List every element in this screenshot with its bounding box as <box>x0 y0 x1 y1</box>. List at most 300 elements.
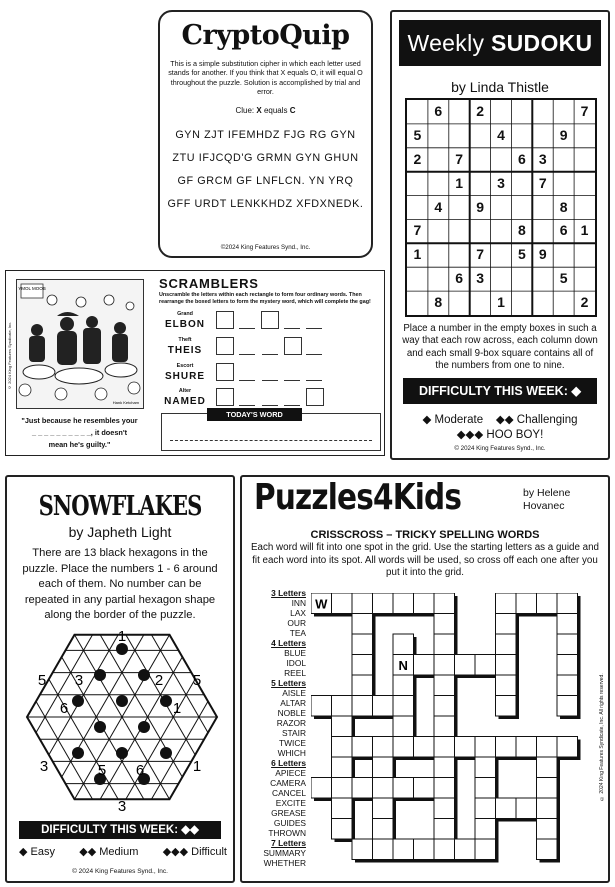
sudoku-empty-cell[interactable] <box>407 291 428 315</box>
black-hexagon <box>116 695 128 707</box>
clue-cipher: X <box>256 106 262 116</box>
word-list-item[interactable]: WHETHER <box>263 858 306 868</box>
sudoku-given-cell: 2 <box>413 150 422 167</box>
word-list-item[interactable]: EXCITE <box>275 798 306 808</box>
given-number: 2 <box>154 672 164 689</box>
crisscross-cell[interactable] <box>352 839 373 860</box>
sudoku-byline: by Linda Thistle <box>451 79 549 95</box>
word-group-heading: 7 Letters <box>271 838 306 848</box>
puzzles4kids-byline: by Helene Hovanec <box>523 487 571 512</box>
crisscross-cell[interactable] <box>414 655 435 676</box>
word-list-item[interactable]: NOBLE <box>277 708 306 718</box>
sudoku-empty-cell[interactable] <box>491 219 512 243</box>
crisscross-cell[interactable] <box>311 778 332 799</box>
scramble-word: SHURE <box>164 371 205 382</box>
sudoku-empty-cell[interactable] <box>407 100 428 124</box>
answer-blank[interactable] <box>306 328 322 329</box>
crisscross-cell[interactable] <box>352 655 373 676</box>
sudoku-panel <box>390 10 610 460</box>
crisscross-cell[interactable] <box>434 819 455 840</box>
crisscross-cell[interactable] <box>496 614 517 635</box>
crisscross-cell[interactable] <box>414 778 435 799</box>
word-list-item[interactable]: APIECE <box>275 768 306 778</box>
crisscross-cell[interactable] <box>332 798 353 819</box>
sudoku-given-cell: 1 <box>413 246 422 263</box>
black-hexagon <box>138 669 150 681</box>
answer-blank[interactable] <box>262 405 278 406</box>
snowflakes-copyright: © 2024 King Features Synd., Inc. <box>72 868 168 875</box>
crisscross-cell[interactable] <box>434 716 455 737</box>
crisscross-cell[interactable] <box>496 634 517 655</box>
crisscross-cell[interactable] <box>496 675 517 696</box>
answer-blank[interactable] <box>306 354 322 355</box>
word-group-heading: 6 Letters <box>271 758 306 768</box>
puzzles4kids-panel <box>240 475 610 883</box>
todays-word-box[interactable] <box>161 410 381 451</box>
word-list-item[interactable]: OUR <box>287 618 306 628</box>
crisscross-cell[interactable] <box>434 839 455 860</box>
caption-line-2: _ _ _ _ _ _ _ _ _ _, it doesn't <box>31 428 128 437</box>
sudoku-difficulty: DIFFICULTY THIS WEEK: ◆ <box>403 378 597 404</box>
scramble-hint: Alter <box>178 388 192 394</box>
word-list-item[interactable]: TWICE <box>279 738 306 748</box>
given-number: 6 <box>59 700 69 717</box>
crisscross-cell[interactable] <box>475 655 496 676</box>
answer-blank[interactable] <box>262 380 278 381</box>
crisscross-cell[interactable] <box>475 819 496 840</box>
word-list-item[interactable]: AISLE <box>282 688 306 698</box>
crisscross-cell[interactable] <box>352 778 373 799</box>
legend-challenging: ◆◆ Challenging <box>495 414 578 426</box>
scramble-hint: Escort <box>176 363 194 369</box>
scramblers-title: SCRAMBLERS <box>159 276 259 291</box>
answer-box[interactable] <box>216 311 234 329</box>
word-list-item[interactable]: ALTAR <box>280 698 306 708</box>
crisscross-cell[interactable] <box>373 778 394 799</box>
sudoku-empty-cell[interactable] <box>470 124 491 148</box>
sudoku-empty-cell[interactable] <box>553 172 574 196</box>
crisscross-cell[interactable] <box>414 737 435 758</box>
crisscross-cell[interactable] <box>332 819 353 840</box>
black-hexagon <box>94 721 106 733</box>
answer-blank[interactable] <box>306 380 322 381</box>
sudoku-empty-cell[interactable] <box>428 267 449 291</box>
given-number: 5 <box>97 762 107 779</box>
crisscross-cell[interactable] <box>537 819 558 840</box>
crisscross-cell[interactable] <box>557 675 578 696</box>
crisscross-cell[interactable] <box>475 778 496 799</box>
snowflakes-instructions: There are 13 black hexagons in the puzzle. Place the numbers 1 - 6 around each of them. No number can be repeated in any partial hexagon shape along the border of the puzzle. <box>22 547 218 621</box>
given-number: 5 <box>37 672 47 689</box>
word-list-item[interactable]: TEA <box>289 628 306 638</box>
sudoku-empty-cell[interactable] <box>407 196 428 220</box>
sudoku-empty-cell[interactable] <box>428 148 449 172</box>
crisscross-cell[interactable] <box>332 757 353 778</box>
crisscross-cell[interactable] <box>475 737 496 758</box>
snowflakes-difficulty: DIFFICULTY THIS WEEK: ◆◆ <box>19 821 221 839</box>
sudoku-empty-cell[interactable] <box>532 124 553 148</box>
sudoku-given-cell: 7 <box>538 174 547 191</box>
word-list-item[interactable]: LAX <box>290 608 306 618</box>
sudoku-given-cell: 5 <box>517 246 526 263</box>
todays-word-label: TODAY'S WORD <box>207 408 302 421</box>
given-number: 1 <box>117 628 127 645</box>
sudoku-given-cell: 6 <box>517 150 526 167</box>
caption-line-3: mean he's guilty." <box>48 440 111 449</box>
crisscross-cell[interactable] <box>393 716 414 737</box>
legend-moderate: ◆ Moderate <box>422 414 484 426</box>
word-list-item[interactable]: IDOL <box>286 658 306 668</box>
todays-word-blanks[interactable] <box>170 440 372 441</box>
crisscross-cell[interactable] <box>373 593 394 614</box>
crisscross-cell[interactable] <box>455 839 476 860</box>
sudoku-given-cell: 7 <box>413 222 422 239</box>
sudoku-empty-cell[interactable] <box>428 219 449 243</box>
sudoku-empty-cell[interactable] <box>532 100 553 124</box>
crisscross-cell[interactable] <box>393 778 414 799</box>
sudoku-empty-cell[interactable] <box>532 291 553 315</box>
crisscross-cell[interactable] <box>455 737 476 758</box>
crisscross-cell[interactable] <box>557 737 578 758</box>
cartoon-caption <box>12 415 147 451</box>
sudoku-given-cell: 6 <box>559 222 568 239</box>
answer-box[interactable] <box>216 363 234 381</box>
sudoku-empty-cell[interactable] <box>574 196 595 220</box>
crisscross-cell[interactable] <box>393 634 414 655</box>
sudoku-empty-cell[interactable] <box>532 196 553 220</box>
sudoku-given-cell: 3 <box>476 270 484 287</box>
given-number: 1 <box>172 700 182 717</box>
sudoku-banner-plain: Weekly <box>407 30 485 56</box>
sudoku-given-cell: 6 <box>455 270 464 287</box>
crisscross-cell[interactable] <box>373 839 394 860</box>
sudoku-empty-cell[interactable] <box>449 291 470 315</box>
crisscross-cell[interactable] <box>373 696 394 717</box>
crisscross-subtitle: CRISSCROSS – TRICKY SPELLING WORDS <box>310 529 540 541</box>
scramblers-panel <box>5 270 385 456</box>
given-number: 3 <box>74 672 84 689</box>
crisscross-grid <box>311 593 591 879</box>
sudoku-empty-cell[interactable] <box>491 243 512 267</box>
sudoku-empty-cell[interactable] <box>449 124 470 148</box>
sudoku-empty-cell[interactable] <box>470 172 491 196</box>
scramblers-intro: Unscramble the letters within each rectangle to form four ordinary words. Then rearrange the boxed letters to form the mystery word, which will complete the gag! <box>159 292 371 305</box>
word-list-item[interactable]: SUMMARY <box>263 848 306 858</box>
answer-blank[interactable] <box>239 380 255 381</box>
word-list-item[interactable]: BLUE <box>284 648 306 658</box>
sudoku-empty-cell[interactable] <box>511 267 532 291</box>
word-list-item[interactable]: RAZOR <box>276 718 306 728</box>
sudoku-empty-cell[interactable] <box>574 267 595 291</box>
crisscross-cell[interactable] <box>557 696 578 717</box>
crisscross-cell[interactable] <box>516 593 537 614</box>
crisscross-cell[interactable] <box>393 737 414 758</box>
crisscross-cell[interactable] <box>496 655 517 676</box>
crisscross-cell[interactable] <box>434 696 455 717</box>
black-hexagon <box>72 747 84 759</box>
legend-easy: ◆ Easy <box>19 846 55 858</box>
black-hexagon <box>160 747 172 759</box>
word-list-item[interactable]: STAIR <box>281 728 306 738</box>
crisscross-cell[interactable] <box>434 675 455 696</box>
cryptoquip-copyright: ©2024 King Features Synd., Inc. <box>220 244 311 251</box>
crisscross-cell[interactable] <box>393 839 414 860</box>
crisscross-cell[interactable] <box>475 839 496 860</box>
given-number: 5 <box>192 672 202 689</box>
crisscross-cell[interactable] <box>557 634 578 655</box>
starter-letter: N <box>398 658 408 673</box>
cartoon-sign: YMOL MOOB <box>18 286 46 291</box>
sudoku-empty-cell[interactable] <box>491 196 512 220</box>
sudoku-copyright: © 2024 King Features Synd., Inc. <box>454 445 546 452</box>
word-list-item[interactable]: WHICH <box>277 748 306 758</box>
crisscross-cell[interactable] <box>352 593 373 614</box>
sudoku-given-cell: 3 <box>497 174 505 191</box>
sudoku-given-cell: 7 <box>580 103 589 119</box>
word-list-item[interactable]: CANCEL <box>272 788 306 798</box>
answer-box[interactable] <box>261 311 279 329</box>
answer-box[interactable] <box>216 337 234 355</box>
cryptoquip-intro: This is a simple substitution cipher in which each letter used stands for another. If you think that X equals O, it will equal O throughout the puzzle. Solution is accomplished by trial and error. <box>168 59 363 96</box>
sudoku-given-cell: 5 <box>413 126 422 143</box>
answer-blank[interactable] <box>284 328 300 329</box>
crisscross-cell[interactable] <box>352 675 373 696</box>
sudoku-given-cell: 1 <box>497 294 505 311</box>
crisscross-cell[interactable] <box>332 716 353 737</box>
snowflakes-byline: by Japheth Light <box>68 524 172 540</box>
scramble-word: THEIS <box>167 345 203 356</box>
answer-box[interactable] <box>216 388 234 406</box>
sudoku-empty-cell[interactable] <box>511 196 532 220</box>
crisscross-cell[interactable] <box>434 737 455 758</box>
crisscross-cell[interactable] <box>352 634 373 655</box>
sudoku-empty-cell[interactable] <box>511 100 532 124</box>
word-list-item[interactable]: CAMERA <box>270 778 306 788</box>
sudoku-empty-cell[interactable] <box>407 267 428 291</box>
sudoku-given-cell: 8 <box>559 198 568 215</box>
sudoku-banner <box>399 20 601 66</box>
answer-blank[interactable] <box>239 328 255 329</box>
sudoku-empty-cell[interactable] <box>470 219 491 243</box>
word-group-heading: 3 Letters <box>271 588 306 598</box>
sudoku-empty-cell[interactable] <box>574 243 595 267</box>
given-number: 3 <box>117 798 127 815</box>
crisscross-cell[interactable] <box>332 778 353 799</box>
sudoku-empty-cell[interactable] <box>449 196 470 220</box>
sudoku-empty-cell[interactable] <box>553 243 574 267</box>
crisscross-cell[interactable] <box>414 593 435 614</box>
cartoon-signature: Hank Ketcham <box>112 400 139 405</box>
crisscross-cell[interactable] <box>557 655 578 676</box>
sudoku-given-cell: 9 <box>559 126 568 143</box>
snowflakes-legend <box>19 845 227 858</box>
crisscross-cell[interactable] <box>393 593 414 614</box>
given-number: 3 <box>39 758 49 775</box>
sudoku-banner-bold: SUDOKU <box>491 30 593 56</box>
crisscross-cell[interactable] <box>332 696 353 717</box>
clue-plain: C <box>289 106 296 116</box>
crisscross-cell[interactable] <box>475 798 496 819</box>
sudoku-empty-cell[interactable] <box>553 100 574 124</box>
cipher-line: ZTU IFJCQD'G GRMN GYN GHUN <box>172 152 359 165</box>
sudoku-given-cell: 4 <box>497 126 505 143</box>
snowflakes-title: SNOWFLAKES <box>38 491 202 522</box>
answer-box[interactable] <box>306 388 324 406</box>
sudoku-empty-cell[interactable] <box>553 291 574 315</box>
sudoku-given-cell: 2 <box>476 103 484 119</box>
sudoku-given-cell: 4 <box>434 198 443 215</box>
clue-label: Clue: <box>235 106 255 116</box>
crisscross-cell[interactable] <box>537 778 558 799</box>
cipher-line: GFF URDT LENKKHDZ XFDXNEDK. <box>167 198 364 211</box>
cartoon-image <box>16 279 144 409</box>
caption-line-1: "Just because he resembles your <box>21 416 138 425</box>
sudoku-empty-cell[interactable] <box>553 148 574 172</box>
sudoku-given-cell: 1 <box>455 174 464 191</box>
sudoku-legend-hooboy: ◆◆◆ HOO BOY! <box>456 429 544 441</box>
crisscross-cell[interactable] <box>557 593 578 614</box>
scramble-hint: Grand <box>177 311 193 317</box>
cipher-line: GF GRCM GF LNFLCN. YN YRQ <box>177 175 354 188</box>
cipher-line: GYN ZJT IFEMHDZ FJG RG GYN <box>175 129 356 142</box>
black-hexagon <box>116 747 128 759</box>
crisscross-cell[interactable] <box>516 798 537 819</box>
answer-blank[interactable] <box>284 380 300 381</box>
sudoku-given-cell: 9 <box>538 246 547 263</box>
crisscross-cell[interactable] <box>434 634 455 655</box>
crisscross-cell[interactable] <box>414 839 435 860</box>
answer-blank[interactable] <box>262 354 278 355</box>
sudoku-empty-cell[interactable] <box>428 243 449 267</box>
sudoku-given-cell: 8 <box>517 222 526 239</box>
crisscross-cell[interactable] <box>496 737 517 758</box>
sudoku-empty-cell[interactable] <box>470 148 491 172</box>
given-number: 6 <box>135 762 145 779</box>
word-list-item[interactable]: THROWN <box>268 828 306 838</box>
crisscross-cell[interactable] <box>475 757 496 778</box>
cryptoquip-title: CryptoQuip <box>181 20 350 51</box>
sudoku-legend-row <box>392 412 608 426</box>
crisscross-cell[interactable] <box>455 655 476 676</box>
starter-letter: W <box>315 596 328 612</box>
sudoku-empty-cell[interactable] <box>449 243 470 267</box>
crisscross-cell[interactable] <box>393 696 414 717</box>
sudoku-empty-cell[interactable] <box>449 219 470 243</box>
word-list-item[interactable]: INN <box>291 598 306 608</box>
sudoku-empty-cell[interactable] <box>491 148 512 172</box>
word-list <box>252 588 306 868</box>
crisscross-cell[interactable] <box>373 737 394 758</box>
answer-blank[interactable] <box>239 405 255 406</box>
black-hexagon <box>160 695 172 707</box>
crisscross-cell[interactable] <box>332 737 353 758</box>
sudoku-empty-cell[interactable] <box>574 148 595 172</box>
sudoku-given-cell: 9 <box>476 198 484 215</box>
answer-box[interactable] <box>284 337 302 355</box>
word-list-item[interactable]: REEL <box>284 668 306 678</box>
crisscross-cell[interactable] <box>332 593 353 614</box>
clue-equals: equals <box>263 106 288 116</box>
crisscross-cell[interactable] <box>537 737 558 758</box>
sudoku-empty-cell[interactable] <box>491 100 512 124</box>
black-hexagon <box>72 695 84 707</box>
crisscross-cell[interactable] <box>373 798 394 819</box>
snowflakes-panel <box>5 475 235 883</box>
legend-medium: ◆◆ Medium <box>79 846 139 858</box>
sudoku-given-cell: 5 <box>559 270 568 287</box>
crisscross-cell[interactable] <box>434 757 455 778</box>
crisscross-cell[interactable] <box>311 696 332 717</box>
sudoku-grid <box>405 98 597 317</box>
sudoku-empty-cell[interactable] <box>511 172 532 196</box>
crisscross-cell[interactable] <box>373 819 394 840</box>
puzzles4kids-title: Puzzles4Kids <box>254 477 462 518</box>
scramblers-side-copyright: © 2024 King Features Syndicate, Inc. <box>7 321 12 391</box>
crisscross-cell[interactable] <box>537 757 558 778</box>
crisscross-cell[interactable] <box>434 778 455 799</box>
crisscross-cell[interactable] <box>557 614 578 635</box>
puzzles4kids-side-copyright: © 2024 King Features Syndicate, Inc. All rights reserved. <box>599 673 605 801</box>
crisscross-cell[interactable] <box>434 614 455 635</box>
sudoku-empty-cell[interactable] <box>491 267 512 291</box>
sudoku-empty-cell[interactable] <box>428 172 449 196</box>
word-group-heading: 4 Letters <box>271 638 306 648</box>
sudoku-empty-cell[interactable] <box>449 100 470 124</box>
black-hexagon <box>138 721 150 733</box>
sudoku-empty-cell[interactable] <box>574 124 595 148</box>
crisscross-cell[interactable] <box>496 593 517 614</box>
crisscross-cell[interactable] <box>496 696 517 717</box>
snowflake-grid <box>17 617 227 817</box>
answer-blank[interactable] <box>284 405 300 406</box>
crisscross-cell[interactable] <box>516 737 537 758</box>
sudoku-given-cell: 8 <box>434 294 443 311</box>
sudoku-empty-cell[interactable] <box>511 124 532 148</box>
crisscross-cell[interactable] <box>393 675 414 696</box>
answer-blank[interactable] <box>239 354 255 355</box>
crisscross-cell[interactable] <box>496 798 517 819</box>
cryptoquip-panel <box>158 10 373 258</box>
sudoku-empty-cell[interactable] <box>428 124 449 148</box>
sudoku-given-cell: 2 <box>580 294 589 311</box>
crisscross-cell[interactable] <box>434 655 455 676</box>
sudoku-empty-cell[interactable] <box>407 172 428 196</box>
crisscross-cell[interactable] <box>352 696 373 717</box>
crisscross-cell[interactable] <box>434 593 455 614</box>
crisscross-cell[interactable] <box>537 593 558 614</box>
crisscross-cell[interactable] <box>352 614 373 635</box>
sudoku-empty-cell[interactable] <box>470 291 491 315</box>
crisscross-cell[interactable] <box>434 798 455 819</box>
word-list-item[interactable]: GREASE <box>271 808 306 818</box>
given-number: 1 <box>192 758 202 775</box>
sudoku-empty-cell[interactable] <box>574 172 595 196</box>
sudoku-empty-cell[interactable] <box>532 267 553 291</box>
crisscross-instructions: Each word will fit into one spot in the grid. Use the starting letters as a guide and fit each word into its spot. All words will be used, so cross off each one after you put it into the grid. <box>251 542 599 578</box>
crisscross-cell[interactable] <box>373 757 394 778</box>
scramble-hint: Theft <box>178 337 192 343</box>
sudoku-instructions: Place a number in the empty boxes in such a way that each row across, each column down and each small 9-box square contains all of the numbers from one to nine. <box>402 323 598 372</box>
crisscross-cell[interactable] <box>537 839 558 860</box>
crisscross-cell[interactable] <box>352 737 373 758</box>
sudoku-empty-cell[interactable] <box>532 219 553 243</box>
scramble-word: ELBON <box>165 319 205 330</box>
sudoku-empty-cell[interactable] <box>511 291 532 315</box>
word-list-item[interactable]: GUIDES <box>273 818 306 828</box>
crisscross-cell[interactable] <box>537 798 558 819</box>
sudoku-given-cell: 3 <box>538 150 547 167</box>
sudoku-given-cell: 1 <box>580 222 589 239</box>
